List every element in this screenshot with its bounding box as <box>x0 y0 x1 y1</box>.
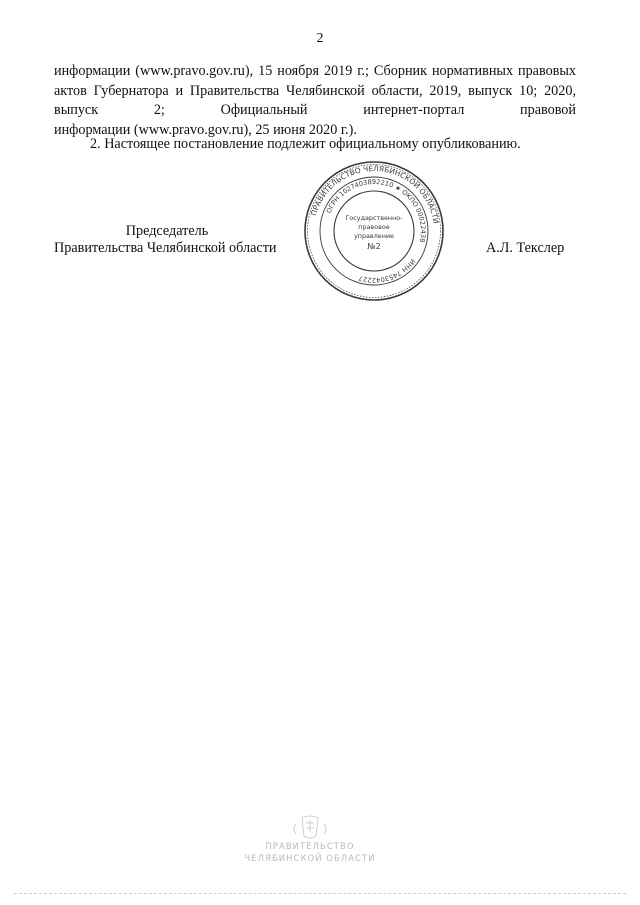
seal-center-line: Государственно- <box>345 214 403 222</box>
page-number: 2 <box>316 31 324 46</box>
paragraph-1-continuation <box>54 62 576 140</box>
text-line: информации (www.pravo.gov.ru), 15 ноября 2019 г.; Сборник нормативных <box>54 63 514 79</box>
seal-outer-ring-text: ПРАВИТЕЛЬСТВО ЧЕЛЯБИНСКОЙ ОБЛАСТИ <box>309 163 441 225</box>
coat-of-arms-icon <box>210 814 410 840</box>
footer-line-1: ПРАВИТЕЛЬСТВО <box>265 842 355 852</box>
text-line: информации (www.pravo.gov.ru), 25 июня 2020 г.). <box>54 121 357 138</box>
signatory-title-line-2: Правительства Челябинской области <box>54 240 277 256</box>
text-line: выпуск 10; 2020, выпуск 2; Официальный интернет-портал правовой <box>54 82 576 118</box>
page-bottom-divider <box>14 893 626 894</box>
text-line: правовых актов Губернатора и Правительства Челябинской области, 2019, <box>54 63 576 99</box>
seal-center-line: №2 <box>367 242 381 251</box>
paragraph-2: 2. Настоящее постановление подлежит официальному опубликованию. <box>90 136 521 152</box>
footer-watermark <box>210 814 410 866</box>
signatory-title-line-1: Председатель <box>125 223 209 239</box>
footer-line-2: ЧЕЛЯБИНСКОЙ ОБЛАСТИ <box>244 854 376 864</box>
seal-center-line: правовое <box>358 223 390 231</box>
signatory-name: А.Л. Текслер <box>486 240 565 256</box>
official-seal-stamp <box>303 160 445 302</box>
seal-inn-ring-text: ИНН 7453042227 <box>357 257 417 285</box>
seal-ogrn-ring-text: ОГРН 1027403892210 ★ ОКПО 00022438 <box>324 177 428 244</box>
seal-center-line: управление <box>354 232 394 240</box>
